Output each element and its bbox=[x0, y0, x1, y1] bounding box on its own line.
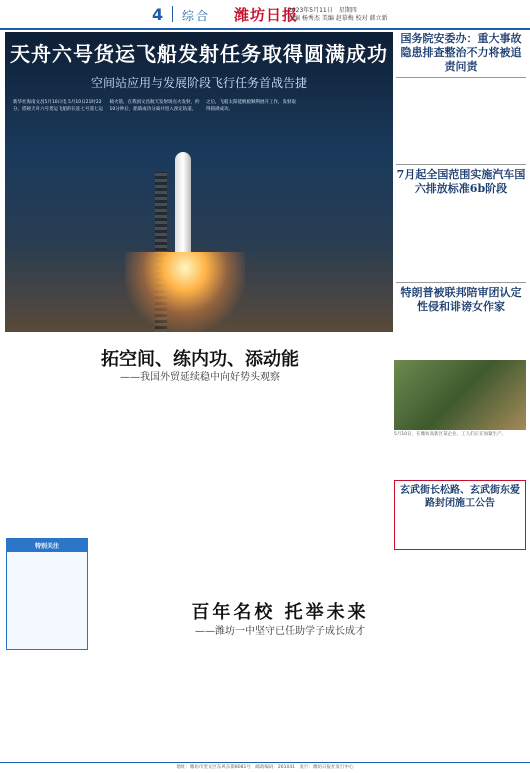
trade-subheadline: ——我国外贸延续稳中向好势头观察 bbox=[120, 372, 280, 383]
trade-headline: 拓空间、练内功、添动能 bbox=[101, 349, 299, 370]
news-headline-emission: 7月起全国范围实施汽车国六排放标准6b阶段 bbox=[396, 168, 526, 195]
factory-photo-caption: 5月10日，在潍坊高新区某企业，工人们正在加紧生产。 bbox=[394, 432, 507, 437]
column-divider bbox=[396, 77, 526, 78]
school-subheadline: ——潍坊一中坚守已任助学子成长成才 bbox=[195, 626, 365, 637]
rocket-exhaust-image bbox=[125, 252, 245, 332]
page-number: 4 bbox=[152, 5, 164, 24]
factory-photo bbox=[394, 360, 526, 430]
section-label: 综合 bbox=[182, 9, 211, 23]
space-subheadline: 空间站应用与发展阶段飞行任务首战告捷 bbox=[90, 76, 307, 90]
school-headline: 百年名校 托举未来 bbox=[191, 602, 369, 623]
space-body-text: 新华社海南文昌5月10日电 5月10日21时22分，搭载天舟六号货运飞船的长征七号遥七运载火箭，在我国文昌航天发射场点火发射，约10分钟后，船箭成功分离并进入预定轨道，之后，飞船太阳能帆板顺利展开工作，发射取得圆满成功。 bbox=[13, 100, 296, 112]
rocket-image bbox=[175, 152, 191, 262]
road-closure-notice bbox=[394, 480, 526, 550]
column-divider bbox=[396, 282, 526, 283]
masthead bbox=[0, 0, 530, 30]
notice-title: 玄武街长松路、玄武街东爱路封闭施工公告 bbox=[400, 485, 520, 509]
feature-sidebar-box bbox=[6, 538, 88, 650]
news-body-safety bbox=[396, 81, 526, 161]
editor-line: 责编 杨秀杰 美编 赵慕梅 校对 韩立新 bbox=[288, 15, 388, 22]
right-news-column bbox=[396, 32, 526, 314]
trade-body-text bbox=[6, 385, 392, 535]
sidebar-box-title: 特别关注 bbox=[7, 539, 87, 552]
column-divider bbox=[396, 164, 526, 165]
space-feature-panel bbox=[5, 32, 393, 332]
page-footer: 地址：潍坊市奎文区东风东街8081号 邮政编码：261041 发行：潍坊日报社发行中心 bbox=[0, 762, 530, 773]
space-headline: 天舟六号货运飞船发射任务取得圆满成功 bbox=[10, 42, 388, 66]
news-headline-trump: 特朗普被联邦陪审团认定性侵和诽谤女作家 bbox=[400, 286, 522, 313]
news-body-emission bbox=[396, 199, 526, 279]
date-line: 2023年5月11日 星期四 bbox=[288, 7, 357, 14]
masthead-divider bbox=[172, 6, 173, 22]
newspaper-logo: 潍坊日报 bbox=[234, 6, 299, 24]
news-headline-safety: 国务院安委办：重大事故隐患排查整治不力将被追责问责 bbox=[400, 32, 522, 73]
date-block bbox=[288, 7, 388, 23]
